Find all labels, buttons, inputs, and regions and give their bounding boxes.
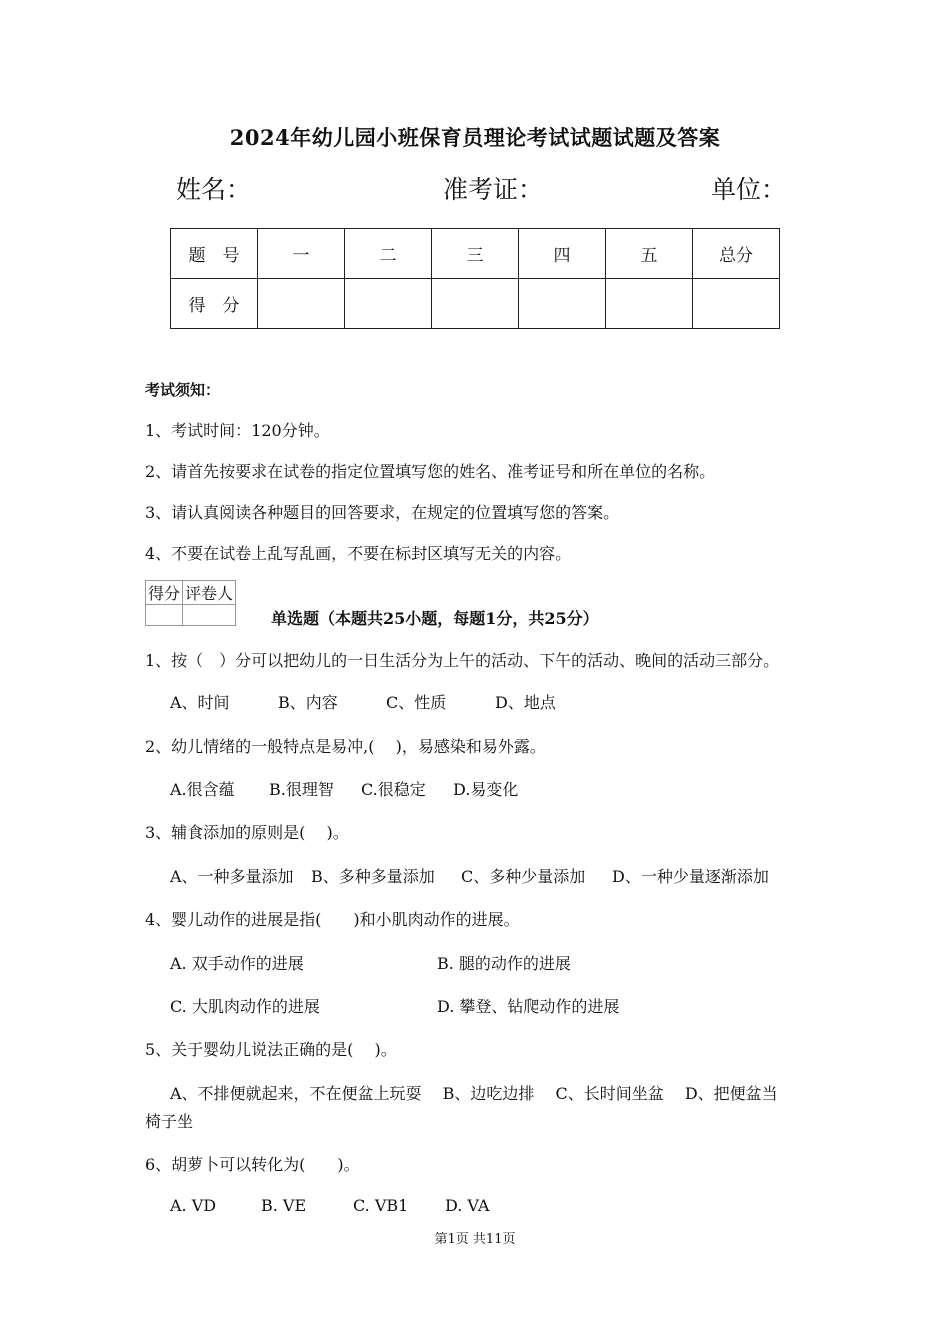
score-header-total: 总分 xyxy=(693,229,780,279)
grader-box xyxy=(145,580,236,626)
score-row-label: 得 分 xyxy=(171,279,258,329)
question-3-stem: 3、辅食添加的原则是( )。 xyxy=(145,823,349,842)
question-6-option-a: A. VD xyxy=(170,1196,217,1215)
score-table-header-row xyxy=(171,229,780,279)
question-1-stem: 1、按（ ）分可以把幼儿的一日生活分为上午的活动、下午的活动、晚间的活动三部分。 xyxy=(145,651,780,670)
score-header-2: 二 xyxy=(345,229,432,279)
grader-name-cell xyxy=(183,605,236,626)
question-4-option-a: A. 双手动作的进展 xyxy=(170,954,304,973)
question-3-option-b: B、多种多量添加 xyxy=(311,867,435,886)
question-6-option-d: D. VA xyxy=(445,1196,490,1215)
question-5-stem: 5、关于婴幼儿说法正确的是( )。 xyxy=(145,1040,397,1059)
score-header-label: 题 号 xyxy=(171,229,258,279)
score-header-1: 一 xyxy=(258,229,345,279)
grader-score-label: 得分 xyxy=(146,581,183,605)
score-header-3: 三 xyxy=(432,229,519,279)
question-2-option-b: B.很理智 xyxy=(269,780,334,799)
score-cell-1 xyxy=(258,279,345,329)
note-item: 3、请认真阅读各种题目的回答要求，在规定的位置填写您的答案。 xyxy=(145,503,620,522)
score-header-5: 五 xyxy=(606,229,693,279)
question-5-options: A、不排便就起来，不在便盆上玩耍 B、边吃边排 C、长时间坐盆 D、把便盆当 xyxy=(170,1084,778,1103)
exam-number-field-label: 准考证： xyxy=(443,175,544,204)
score-cell-2 xyxy=(345,279,432,329)
question-4-option-c: C. 大肌肉动作的进展 xyxy=(170,997,320,1016)
score-cell-4 xyxy=(519,279,606,329)
section-title: 单选题（本题共25小题，每题1分，共25分） xyxy=(271,609,599,628)
question-3-option-c: C、多种少量添加 xyxy=(461,867,586,886)
question-1-option-a: A、时间 xyxy=(170,693,230,712)
question-1-option-b: B、内容 xyxy=(278,693,338,712)
question-3-option-d: D、一种少量逐渐添加 xyxy=(612,867,769,886)
question-1-option-d: D、地点 xyxy=(495,693,556,712)
unit-field-label: 单位： xyxy=(711,175,787,204)
score-header-4: 四 xyxy=(519,229,606,279)
question-5-options-wrap: 椅子坐 xyxy=(145,1112,194,1131)
question-2-option-c: C.很稳定 xyxy=(361,780,426,799)
question-3-option-a: A、一种多量添加 xyxy=(170,867,294,886)
question-1-option-c: C、性质 xyxy=(386,693,447,712)
note-item: 2、请首先按要求在试卷的指定位置填写您的姓名、准考证号和所在单位的名称。 xyxy=(145,462,716,481)
score-cell-3 xyxy=(432,279,519,329)
question-4-stem: 4、婴儿动作的进展是指( )和小肌肉动作的进展。 xyxy=(145,910,520,929)
question-6-option-b: B. VE xyxy=(261,1196,307,1215)
score-table xyxy=(170,228,780,329)
question-2-option-d: D.易变化 xyxy=(453,780,519,799)
score-cell-5 xyxy=(606,279,693,329)
question-2-stem: 2、幼儿情绪的一般特点是易冲,( )，易感染和易外露。 xyxy=(145,737,546,756)
question-2-option-a: A.很含蕴 xyxy=(170,780,235,799)
notes-heading: 考试须知： xyxy=(145,381,221,399)
question-6-stem: 6、胡萝卜可以转化为( )。 xyxy=(145,1155,360,1174)
question-6-option-c: C. VB1 xyxy=(353,1196,409,1215)
grader-score-cell xyxy=(146,605,183,626)
score-table-score-row xyxy=(171,279,780,329)
note-item: 4、不要在试卷上乱写乱画，不要在标封区填写无关的内容。 xyxy=(145,544,572,563)
note-item: 1、考试时间：120分钟。 xyxy=(145,421,330,440)
name-field-label: 姓名： xyxy=(176,175,252,204)
page-footer: 第1页 共11页 xyxy=(434,1232,516,1247)
page-title: 2024年幼儿园小班保育员理论考试试题试题及答案 xyxy=(229,125,721,150)
question-4-option-b: B. 腿的动作的进展 xyxy=(437,954,571,973)
grader-name-label: 评卷人 xyxy=(183,581,236,605)
score-cell-total xyxy=(693,279,780,329)
question-4-option-d: D. 攀登、钻爬动作的进展 xyxy=(437,997,620,1016)
